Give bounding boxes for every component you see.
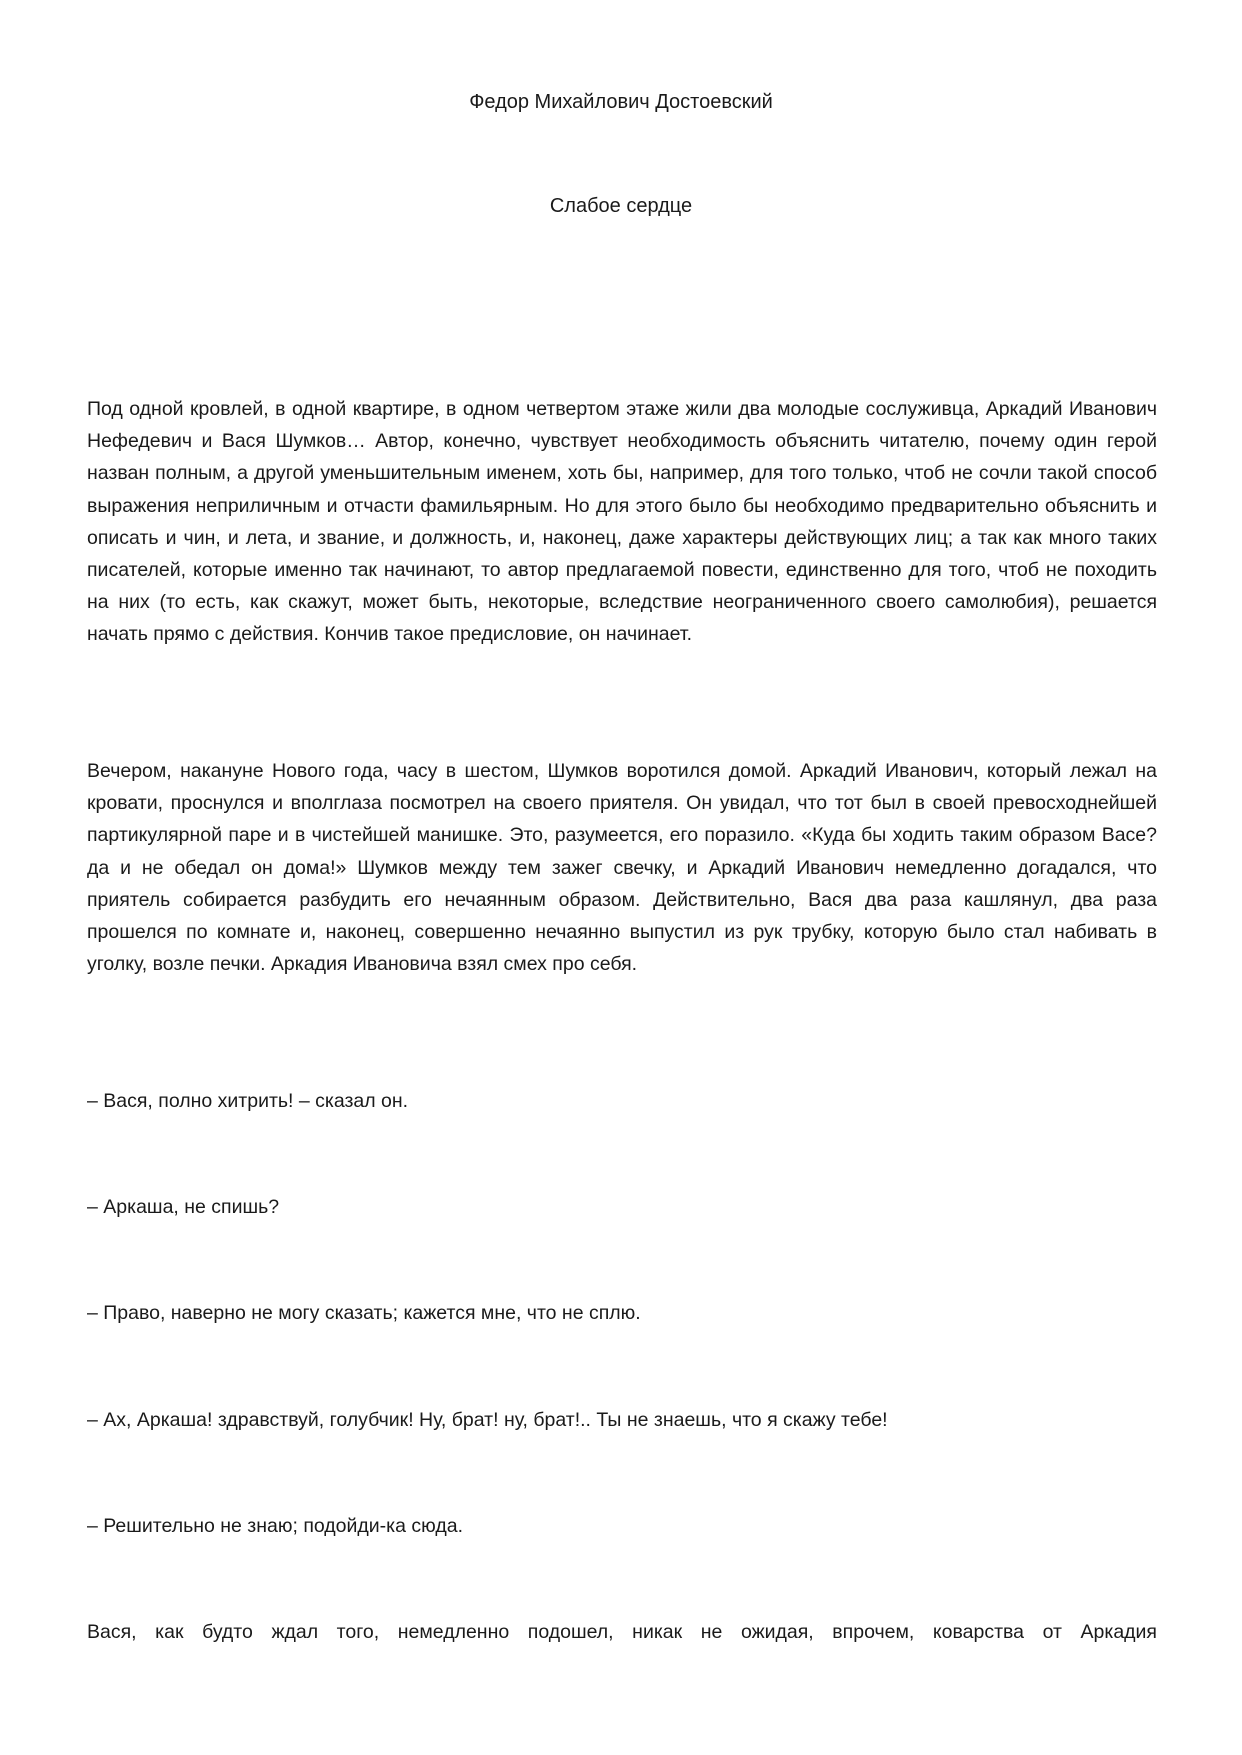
author-name: Федор Михайлович Достоевский xyxy=(469,91,773,113)
paragraph-evening: Вечером, накануне Нового года, часу в шестом, Шумков воротился домой. Аркадий Иванович, который лежал на кровати, проснулся и вполглаза посмотрел на своего приятеля. Он увидал, что тот был в своей превосходнейшей партикулярной паре и в чистейшей манишке. Это, разумеется, его поразило. «Куда бы ходить таким образом Васе? да и не обедал он дома!» Шумков между тем зажег свечку, и Аркадий Иванович немедленно догадался, что приятель собирается разбудить его нечаянным образом. Действительно, Вася два раза кашлянул, два раза прошелся по комнате и, наконец, совершенно нечаянно выпустил из рук трубку, которую было стал набивать в уголку, возле печки. Аркадия Ивановича взял смех про себя. xyxy=(87,760,1157,976)
dialogue-line: – Право, наверно не могу сказать; кажется мне, что не сплю. xyxy=(87,1302,641,1324)
story-title: Слабое сердце xyxy=(549,195,693,217)
paragraph-intro: Под одной кровлей, в одной квартире, в одном четвертом этаже жили два молодые сослуживца, Аркадий Иванович Нефедевич и Вася Шумков… Автор, конечно, чувствует необходимость объяснить читателю, почему один герой назван полным, а другой уменьшительным именем, хоть бы, например, для того только, чтоб не сочли такой способ выражения неприличным и отчасти фамильярным. Но для этого было бы необходимо предварительно объяснить и описать и чин, и лета, и звание, и должность, и, наконец, даже характеры действующих лиц; а так как много таких писателей, которые именно так начинают, то автор предлагаемой повести, единственно для того, чтоб не походить на них (то есть, как скажут, может быть, некоторые, вследствие неограниченного своего самолюбия), решается начать прямо с действия. Кончив такое предисловие, он начинает. xyxy=(87,398,1157,646)
paragraph-vasya: Вася, как будто ждал того, немедленно подошел, никак не ожидая, впрочем, коварства от Аркадия xyxy=(87,1621,1157,1643)
dialogue-line: – Вася, полно хитрить! – сказал он. xyxy=(87,1090,409,1112)
dialogue-line: – Ах, Аркаша! здравствуй, голубчик! Ну, брат! ну, брат!.. Ты не знаешь, что я скажу тебе! xyxy=(87,1409,888,1431)
dialogue-line: – Аркаша, не спишь? xyxy=(87,1196,280,1218)
dialogue-line: – Решительно не знаю; подойди-ка сюда. xyxy=(87,1515,463,1537)
